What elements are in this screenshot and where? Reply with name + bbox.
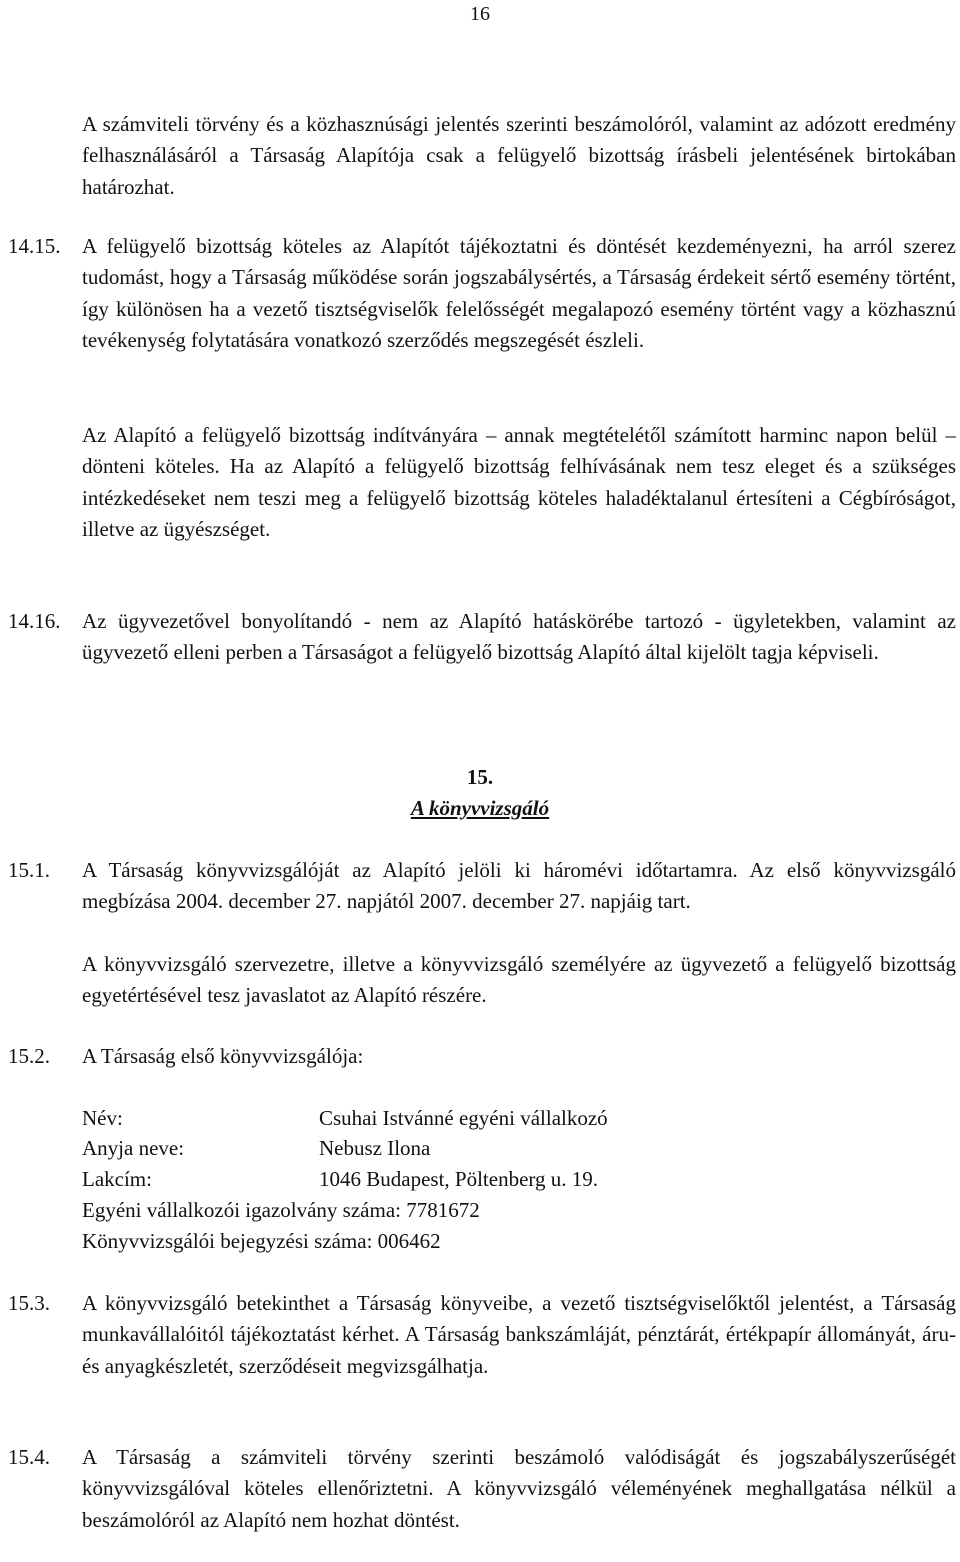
clause-14-15-text: A felügyelő bizottság köteles az Alapítót tájékoztatni és döntését kezdeményezni, ha arról szerez tudomást, hogy a Társaság működése során jogszabálysértés, a Társaság érdekeit sértő esemény történt, így különösen ha a vezető tisztségviselők felelősségét megalapozó esemény történt vagy a közhasznú tevékenység folytatására vonatkozó szerződés megszegését észleli. xyxy=(82,234,956,352)
auditor-name-label: Név: xyxy=(82,1106,123,1130)
clause-15-1-text: A Társaság könyvvizsgálóját az Alapító jelöli ki háromévi időtartamra. Az első könyvvizsgáló megbízása 2004. december 27. napjától 2007. december 27. napjáig tart. xyxy=(82,858,956,914)
clause-number-14-16: 14.16. xyxy=(8,609,61,633)
auditor-name-value: Csuhai Istvánné egyéni vállalkozó xyxy=(319,1106,608,1130)
auditor-registry-row: Könyvvizsgálói bejegyzési száma: 006462 xyxy=(82,1229,441,1253)
clause-14-15-followup: Az Alapító a felügyelő bizottság indítványára – annak megtételétől számított harminc napon belül – dönteni köteles. Ha az Alapító a felügyelő bizottság felhívásának nem tesz eleget és a szükséges intézkedéseket nem teszi meg a felügyelő bizottság köteles haladéktalanul értesíteni a Cégbíróságot, illetve az ügyészséget. xyxy=(82,423,956,541)
clause-number-15-3: 15.3. xyxy=(8,1291,50,1315)
clause-number-15-4: 15.4. xyxy=(8,1445,50,1469)
clause-15-2-text: A Társaság első könyvvizsgálója: xyxy=(82,1044,364,1068)
auditor-address-label: Lakcím: xyxy=(82,1167,152,1191)
auditor-license-row: Egyéni vállalkozói igazolvány száma: 7781672 xyxy=(82,1198,480,1222)
page-number: 16 xyxy=(470,3,490,25)
auditor-address-row xyxy=(82,1164,598,1194)
clause-15-4-text: A Társaság a számviteli törvény szerinti beszámoló valódiságát és jogszabályszerűségét könyvvizsgálóval köteles ellenőriztetni. A könyvvizsgáló véleményének meghallgatása nélkül a beszámolóról az Alapító nem hozhat döntést. xyxy=(82,1445,956,1532)
auditor-mother-row xyxy=(82,1133,430,1163)
section-number: 15. xyxy=(466,765,494,789)
clause-14-16-text: Az ügyvezetővel bonyolítandó - nem az Alapító hatáskörébe tartozó - ügyletekben, valamint az ügyvezető elleni perben a Társaságot a felügyelő bizottság Alapító által kijelölt tagja képviseli. xyxy=(82,609,956,665)
auditor-name-row xyxy=(82,1103,608,1133)
intro-paragraph: A számviteli törvény és a közhasznúsági jelentés szerinti beszámolóról, valamint az adózott eredmény felhasználásáról a Társaság Alapítója csak a felügyelő bizottság írásbeli jelentésének birtokában határozhat. xyxy=(82,112,956,199)
auditor-mother-value: Nebusz Ilona xyxy=(319,1136,431,1160)
clause-number-15-1: 15.1. xyxy=(8,858,50,882)
clause-15-3-text: A könyvvizsgáló betekinthet a Társaság könyveibe, a vezető tisztségviselőktől jelentést, a Társaság munkavállalóitól tájékoztatást kérhet. A Társaság bankszámláját, pénztárát, értékpapír állományát, áru- és anyagkészletét, szerződéseit megvizsgálhatja. xyxy=(82,1291,956,1378)
clause-15-1-followup: A könyvvizsgáló szervezetre, illetve a könyvvizsgáló személyére az ügyvezető a felügyelő bizottság egyetértésével tesz javaslatot az Alapító részére. xyxy=(82,952,956,1008)
clause-number-15-2: 15.2. xyxy=(8,1044,50,1068)
section-title-text: A könyvvizsgáló xyxy=(410,796,550,820)
clause-number-14-15: 14.15. xyxy=(8,234,61,258)
auditor-address-value: 1046 Budapest, Pöltenberg u. 19. xyxy=(319,1167,599,1191)
section-title xyxy=(0,793,960,823)
auditor-mother-label: Anyja neve: xyxy=(82,1136,185,1160)
